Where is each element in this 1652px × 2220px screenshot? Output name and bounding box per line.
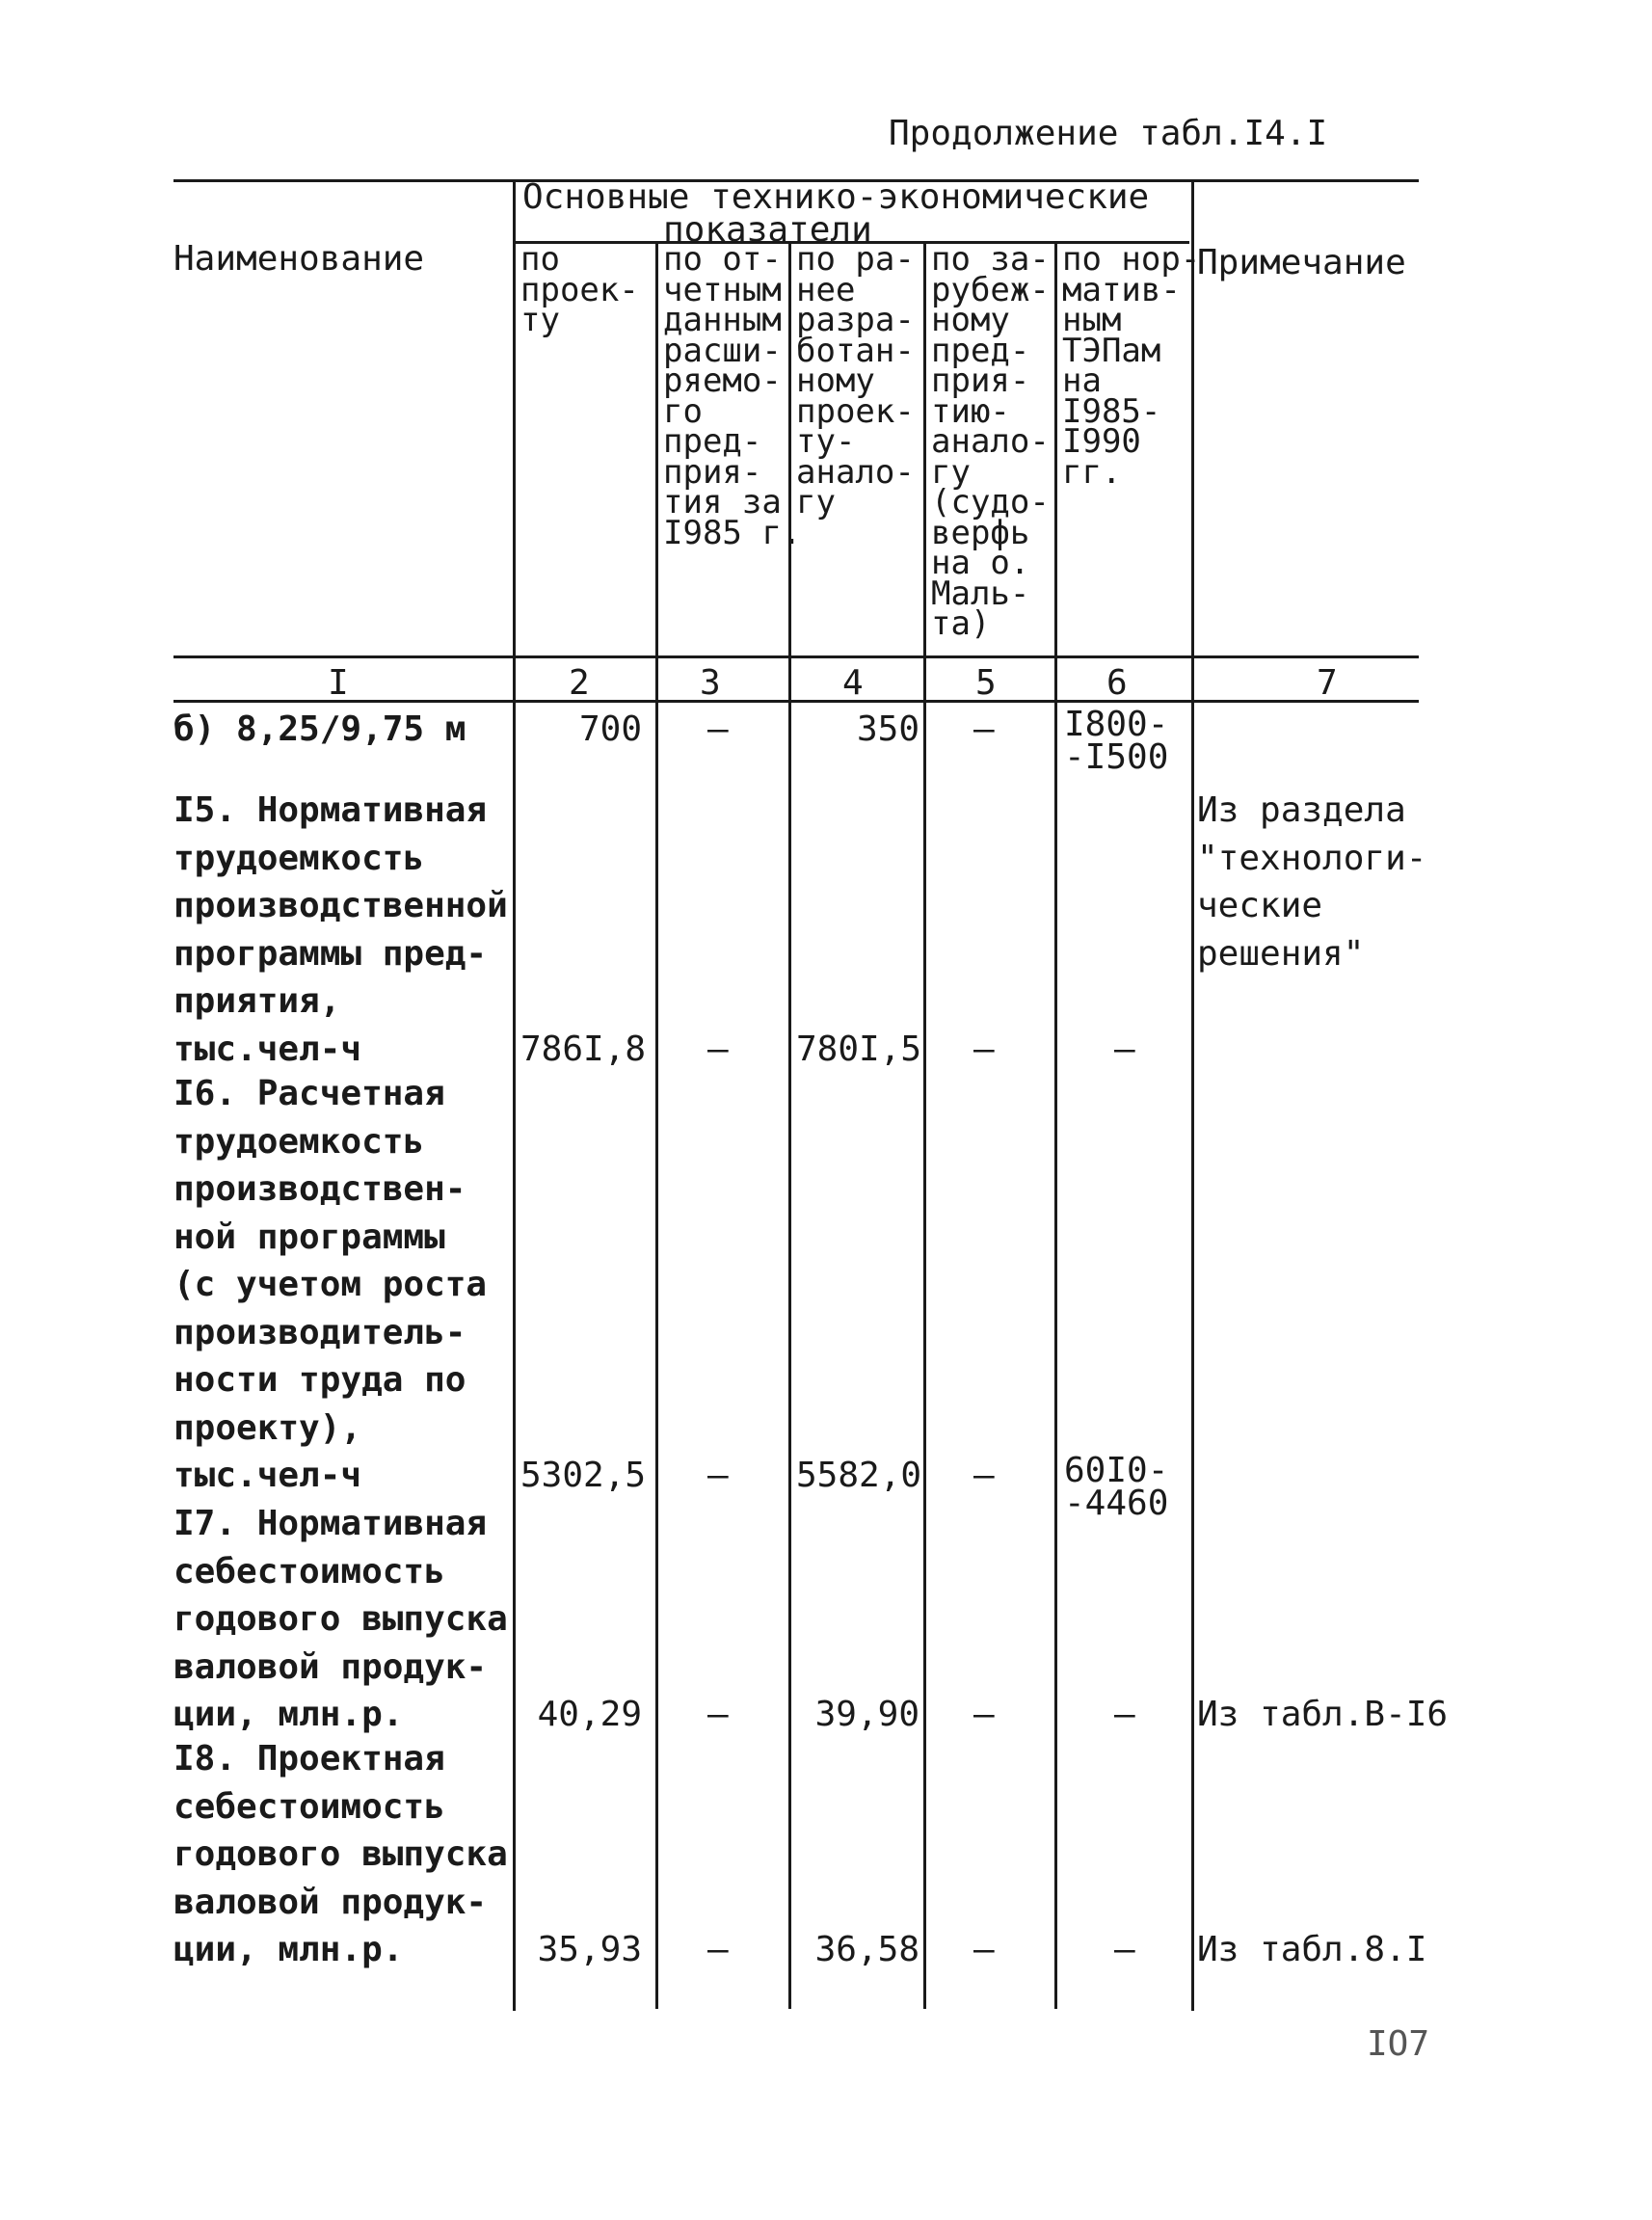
subheader-col2-line: ту — [520, 301, 560, 339]
row-value-col6-line: I800- — [1064, 705, 1169, 744]
subheader-col6-line: ным — [1062, 301, 1122, 339]
row-value-col6-line: -I500 — [1064, 737, 1169, 777]
col-divider-2 — [655, 243, 658, 2009]
subheader-col3-line: тия за — [663, 483, 782, 522]
row-note-line: "технологи- — [1197, 838, 1427, 878]
subheader-col5-line: (судо- — [931, 483, 1050, 522]
subheader-col5-line: гу — [931, 452, 971, 492]
row-value-col2: 700 — [578, 709, 642, 749]
subheader-col6-line: матив- — [1062, 270, 1181, 309]
subheader-col6-line: гг. — [1062, 452, 1122, 492]
row-name-line: трудоемкость — [173, 838, 425, 878]
subheader-col3-line: по от- — [663, 240, 782, 279]
col-divider-3 — [788, 243, 791, 2009]
subheader-col5-line: на о. — [931, 544, 1030, 582]
row-value-col4: 350 — [856, 709, 919, 749]
row-value-col3: – — [707, 1456, 729, 1495]
subheader-col6-line: ТЭПам — [1062, 331, 1161, 370]
subheader-col3-line: I985 г. — [663, 513, 802, 552]
row-value-col2: 5302,5 — [520, 1456, 647, 1495]
row-value-col6: – — [1114, 1930, 1135, 1969]
row-name-line: I8. Проектная — [173, 1739, 445, 1779]
row-name-line: ности труда по — [173, 1360, 466, 1400]
page-number: IO7 — [1367, 2024, 1430, 2064]
row-value-col4: 36,58 — [814, 1930, 919, 1969]
col-divider-1 — [513, 179, 516, 2011]
subheader-col5-line: рубеж- — [931, 270, 1050, 309]
row-value-col4: 780I,5 — [796, 1029, 922, 1069]
column-number-5: 5 — [975, 663, 997, 703]
row-name-line: I6. Расчетная — [173, 1074, 445, 1113]
row-name-line: тыс.чел-ч — [173, 1456, 362, 1495]
column-number-1: I — [328, 663, 349, 703]
subheader-col3-line: расши- — [663, 331, 782, 370]
row-name-line: производственной — [173, 886, 508, 925]
row-name-line: себестоимость — [173, 1551, 445, 1591]
col-numbers-rule — [173, 700, 1419, 703]
subheader-col4-line: нее — [796, 270, 856, 309]
row-name-line: программы пред- — [173, 933, 488, 974]
row-name-line: производствен- — [173, 1169, 466, 1209]
row-name-line: I5. Нормативная — [173, 790, 488, 830]
subheader-col4-line: гу — [796, 483, 836, 522]
row-name-line: валовой продук- — [173, 1646, 488, 1687]
row-value-col6: – — [1114, 1029, 1135, 1069]
row-name-line: (с учетом роста — [173, 1265, 488, 1304]
col-divider-5 — [1054, 243, 1057, 2009]
row-name-line: трудоемкость — [173, 1121, 425, 1162]
header-group-line-1: Основные технико-экономические — [522, 177, 1150, 217]
row-note-line: решения" — [1197, 933, 1365, 974]
subheader-col3-line: прия- — [663, 452, 762, 492]
row-name-line: проекту), — [173, 1407, 362, 1448]
row-name-line: ции, млн.р. — [173, 1930, 404, 1969]
column-number-7: 7 — [1317, 663, 1338, 703]
row-value-col3: – — [707, 1029, 729, 1069]
row-note-line: ческие — [1197, 886, 1323, 925]
row-name-line: б) 8,25/9,75 м — [173, 709, 466, 749]
row-value-col6-line: -4460 — [1064, 1484, 1169, 1523]
row-name-line: годового выпуска — [173, 1834, 508, 1874]
continuation-title: Продолжение табл.I4.I — [889, 114, 1328, 153]
row-value-col6: – — [1114, 1695, 1135, 1734]
subheader-col4-line: разра- — [796, 301, 915, 339]
row-value-col5: – — [973, 709, 995, 749]
subheader-col3-line: ряемо- — [663, 361, 782, 400]
row-name-line: валовой продук- — [173, 1882, 488, 1922]
subheader-col6-line: I990 — [1062, 422, 1141, 461]
row-note-line: Из раздела — [1197, 790, 1406, 830]
subheader-col5-line: верфь — [931, 513, 1030, 552]
row-name-line: приятия, — [173, 981, 341, 1021]
column-number-4: 4 — [842, 663, 864, 703]
subheader-col5-line: по за- — [931, 240, 1050, 279]
row-value-col6-line: 60I0- — [1064, 1451, 1169, 1490]
row-name-line: ции, млн.р. — [173, 1695, 404, 1734]
row-value-col3: – — [707, 1695, 729, 1734]
header-bottom-rule — [173, 655, 1419, 658]
subheader-col5-line: ному — [931, 301, 1010, 339]
subheader-col6-line: по нор- — [1062, 240, 1201, 279]
subheader-col3-line: го — [663, 391, 703, 431]
subheader-col4-line: по ра- — [796, 240, 915, 279]
subheader-col5-line: тию- — [931, 391, 1010, 431]
row-name-line: годового выпуска — [173, 1599, 508, 1639]
subheader-col3-line: данным — [663, 301, 782, 339]
subheader-col4-line: ботан- — [796, 331, 915, 370]
row-value-col4: 39,90 — [814, 1695, 919, 1734]
subheader-col4-line: проек- — [796, 391, 915, 431]
row-value-col3: – — [707, 1930, 729, 1969]
row-value-col5: – — [973, 1695, 995, 1734]
subheader-col6-line: на — [1062, 361, 1102, 400]
header-note-col: Примечание — [1197, 243, 1406, 282]
row-value-col2: 35,93 — [537, 1930, 642, 1969]
row-name-line: I7. Нормативная — [173, 1504, 488, 1543]
row-value-col2: 786I,8 — [520, 1029, 647, 1069]
header-name-col: Наименование — [173, 239, 425, 279]
subheader-col5-line: Маль- — [931, 574, 1030, 613]
row-name-line: тыс.чел-ч — [173, 1029, 362, 1069]
row-value-col5: – — [973, 1029, 995, 1069]
row-name-line: ной программы — [173, 1217, 445, 1257]
subheader-col4-line: ному — [796, 361, 875, 400]
subheader-col6-line: I985- — [1062, 391, 1161, 431]
row-name-line: производитель- — [173, 1312, 466, 1352]
col-divider-6 — [1191, 179, 1194, 2011]
subheader-col3-line: пред- — [663, 422, 762, 461]
column-number-3: 3 — [700, 663, 721, 703]
subheader-col5-line: пред- — [931, 331, 1030, 370]
column-number-2: 2 — [569, 663, 590, 703]
row-value-col5: – — [973, 1930, 995, 1969]
row-name-line: себестоимость — [173, 1786, 445, 1827]
subheader-col2-line: проек- — [520, 270, 639, 309]
subheader-col4-line: анало- — [796, 452, 915, 492]
row-value-col4: 5582,0 — [796, 1456, 922, 1495]
subheader-col4-line: ту- — [796, 422, 856, 461]
subheader-col3-line: четным — [663, 270, 782, 309]
header-group-line-2: показатели — [663, 210, 872, 250]
subheader-col5-line: анало- — [931, 422, 1050, 461]
row-value-col5: – — [973, 1456, 995, 1495]
column-number-6: 6 — [1106, 663, 1128, 703]
row-value-col2: 40,29 — [537, 1695, 642, 1734]
col-divider-4 — [923, 243, 926, 2009]
row-note-line: Из табл.8.I — [1197, 1930, 1427, 1969]
subheader-col2-line: по — [520, 240, 560, 279]
subheader-col5-line: та) — [931, 604, 991, 643]
row-value-col3: – — [707, 709, 729, 749]
row-note-line: Из табл.В-I6 — [1197, 1695, 1449, 1734]
subheader-col5-line: прия- — [931, 361, 1030, 400]
